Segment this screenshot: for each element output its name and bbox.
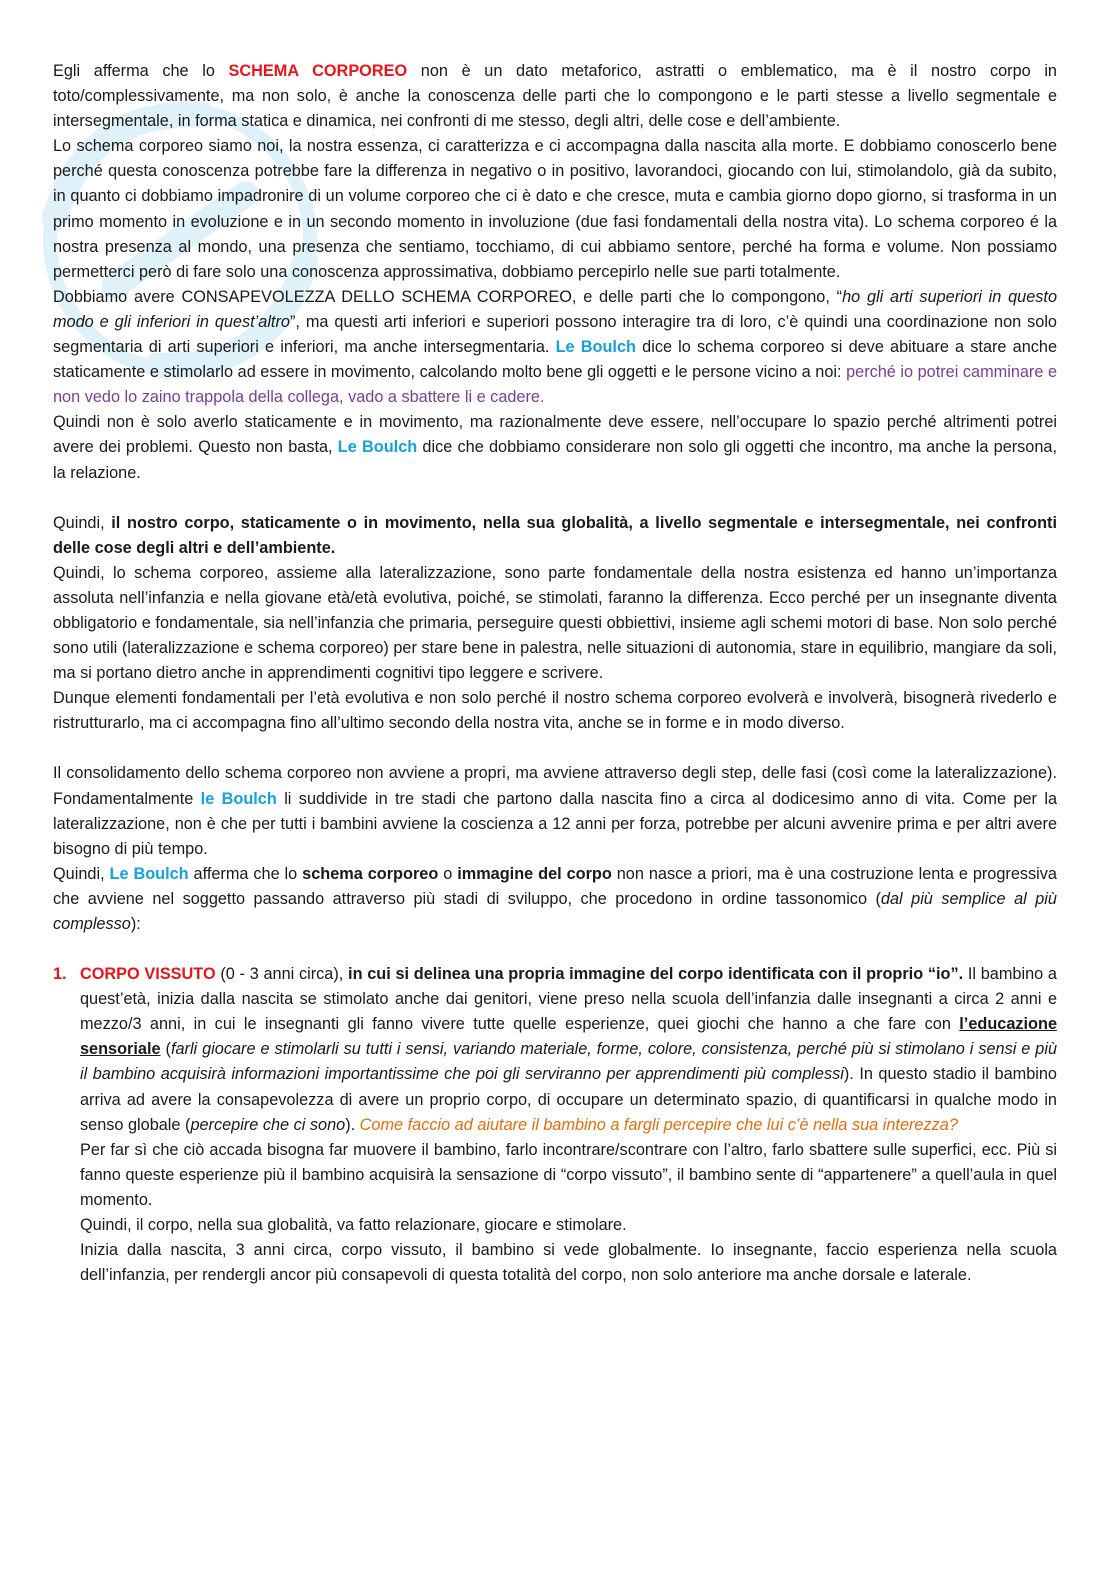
paragraph-8: Il consolidamento dello schema corporeo non avviene a propri, ma avviene attraverso degli step, delle fasi (così come la lateralizzazione). Fondamentalmente le Boulch li suddivide in tre stadi che partono dalla nascita fino a circa al dodicesimo anno di vita. Come per la lateralizzazione, non è che per tutti i bambini avviene la coscienza a 12 anni per forza, potrebbe per alcuni avvenire prima e per altri avere bisogno di più tempo. — [53, 764, 1058, 858]
paragraph-1: Egli afferma che lo SCHEMA CORPOREO non è un dato metaforico, astratti o emblematico, ma è il nostro corpo in toto/complessivamente, ma non solo, è anche la conoscenza delle parti che lo compongono e le parti stesse a livello segmentale e intersegmentale, in forma statica e dinamica, nei confronti di me stesso, degli altri, delle cose e dell’ambiente. — [53, 62, 1057, 131]
bold-summary: il nostro corpo, staticamente o in movimento, nella sua globalità, a livello segmentale e intersegmentale, nei confronti delle cose degli altri e dell’ambiente. — [53, 513, 1057, 557]
author-name: Le Boulch — [109, 864, 189, 883]
document-body — [53, 59, 1057, 1288]
paragraph-7: Dunque elementi fondamentali per l’età evolutiva e non solo perché il nostro schema corporeo evolverà e involverà, bisognerà rivederlo e ristrutturarlo, ma ci accompagna fino all’ultimo secondo della nostra vita, anche se in forme e in modo diverso. — [53, 689, 1057, 733]
paragraph-2: Lo schema corporeo siamo noi, la nostra essenza, ci caratterizza e ci accompagna dalla nascita alla morte. E dobbiamo conoscerlo bene perché questa conoscenza potrebbe fare la differenza in negativo o in positivo, lavorandoci, giocando con lui, stimolandolo, già da subito, in quanto ci dobbiamo impadronire di un volume corporeo che ci è dato e che cresce, muta e cambia giorno dopo giorno, si trasforma in un primo momento in evoluzione e in un secondo momento in involuzione (due fasi fondamentali della nostra vita). Lo schema corporeo é la nostra presenza al mondo, una presenza che sentiamo, tocchiamo, di cui abbiamo sentore, perché ha forma e volume. Non possiamo permetterci però di fare solo una conoscenza approssimativa, dobbiamo percepirlo nelle sue parti totalmente. — [53, 137, 1057, 281]
spacer — [53, 937, 1057, 962]
author-name: le Boulch — [200, 789, 277, 808]
quote-arti: ho gli arti superiori in questo modo e gli inferiori in quest’altro — [53, 287, 1057, 331]
list-item-paragraph: Quindi, il corpo, nella sua globalità, va fatto relazionare, giocare e stimolare. — [80, 1216, 627, 1235]
author-name: Le Boulch — [337, 438, 418, 457]
list-item — [53, 962, 1057, 1288]
spacer — [53, 486, 1057, 511]
paragraph-4: Quindi non è solo averlo staticamente e in movimento, ma razionalmente deve essere, nell’occupare lo spazio perché altrimenti potrei avere dei problemi. Questo non basta, Le Boulch dice che dobbiamo considerare non solo gli oggetti che incontro, ma anche la persona, la relazione. — [53, 413, 1057, 482]
list-number: 1. — [53, 965, 67, 984]
question-text: Come faccio ad aiutare il bambino a fargli percepire che lui c’è nella sua interezza? — [359, 1115, 958, 1134]
stage-title: CORPO VISSUTO — [80, 965, 216, 984]
example-text: perché io potrei camminare e non vedo lo zaino trappola della collega, vado a sbattere li e cadere. — [53, 363, 1057, 407]
author-name: Le Boulch — [555, 338, 636, 357]
spacer — [53, 736, 1057, 761]
term-schema-corporeo: SCHEMA CORPOREO — [228, 62, 408, 80]
list-item-paragraph: Per far sì che ciò accada bisogna far muovere il bambino, farlo incontrare/scontrare con l’altro, farlo sbattere sulle superfici, ecc. Più si fanno queste esperienze più il bambino acquisirà la sensazione di “corpo vissuto”, il bambino sente di “appartenere” a quell’aula in quel momento. — [80, 1140, 1057, 1209]
list-item-text: CORPO VISSUTO (0 - 3 anni circa), in cui si delinea una propria immagine del corpo identificata con il proprio “io”. Il bambino a quest’età, inizia dalla nascita se stimolato anche dai genitori, viene preso nella scuola dell’infanzia dalle insegnanti a circa 2 anni e mezzo/3 anni, in cui le insegnanti gli fanno vivere tutte quelle esperienze, quei giochi che hanno a che fare con l’educazione sensoriale (farli giocare e stimolarli su tutti i sensi, variando materiale, forme, colore, consistenza, perché più si stimolano i sensi e più il bambino acquisirà informazioni importantissime che poi gli serviranno per apprendimenti più complessi). In questo stadio il bambino arriva ad avere la consapevolezza di avere un proprio corpo, di occupare un determinato spazio, di quantificarsi in qualche modo in senso globale (percepire che ci sono). Come faccio ad aiutare il bambino a fargli percepire che lui c’è nella sua interezza? — [80, 965, 1057, 1134]
list-item-paragraph: Inizia dalla nascita, 3 anni circa, corpo vissuto, il bambino si vede globalmente. Io insegnante, faccio esperienza nella scuola dell’infanzia, per rendergli ancor più consapevoli di questa totalità del corpo, non solo anteriore ma anche dorsale e laterale. — [80, 1241, 1057, 1285]
stages-list — [53, 962, 1057, 1288]
underlined-term: l’educazione sensoriale — [80, 1015, 1057, 1059]
paragraph-6: Quindi, lo schema corporeo, assieme alla lateralizzazione, sono parte fondamentale della nostra esistenza ed hanno un’importanza assoluta nell’infanzia e nella giovane età/età evolutiva, poiché, se stimolati, faranno la differenza. Ecco perché per un insegnante diventa obbligatorio e fondamentale, sia nell’infanzia che primaria, perseguire questi obbiettivi, insieme agli schemi motori di base. Non solo perché sono utili (lateralizzazione e schema corporeo) per stare bene in palestra, nelle situazioni di autonomia, stare in equilibrio, mangiare da soli, ma si portano dietro anche in apprendimenti cognitivi tipo leggere e scrivere. — [53, 563, 1057, 683]
paragraph-3: Dobbiamo avere CONSAPEVOLEZZA DELLO SCHEMA CORPOREO, e delle parti che lo compongono, “ho gli arti superiori in questo modo e gli inferiori in quest’altro”, ma questi arti inferiori e superiori possono interagire tra di loro, c’è quindi una coordinazione non solo segmentaria di arti superiori e inferiori, ma anche intersegmentaria. Le Boulch dice lo schema corporeo si deve abituare a stare anche staticamente e stimolarlo ad essere in movimento, calcolando molto bene gli oggetti e le persone vicino a noi: perché io potrei camminare e non vedo lo zaino trappola della collega, vado a sbattere li e cadere. — [53, 287, 1058, 407]
paragraph-5: Quindi, il nostro corpo, staticamente o in movimento, nella sua globalità, a livello segmentale e intersegmentale, nei confronti delle cose degli altri e dell’ambiente. — [53, 513, 1057, 557]
paragraph-9: Quindi, Le Boulch afferma che lo schema corporeo o immagine del corpo non nasce a priori, ma è una costruzione lenta e progressiva che avviene nel soggetto passando attraverso più stadi di sviluppo, che procedono in ordine tassonomico (dal più semplice al più complesso): — [53, 864, 1057, 933]
